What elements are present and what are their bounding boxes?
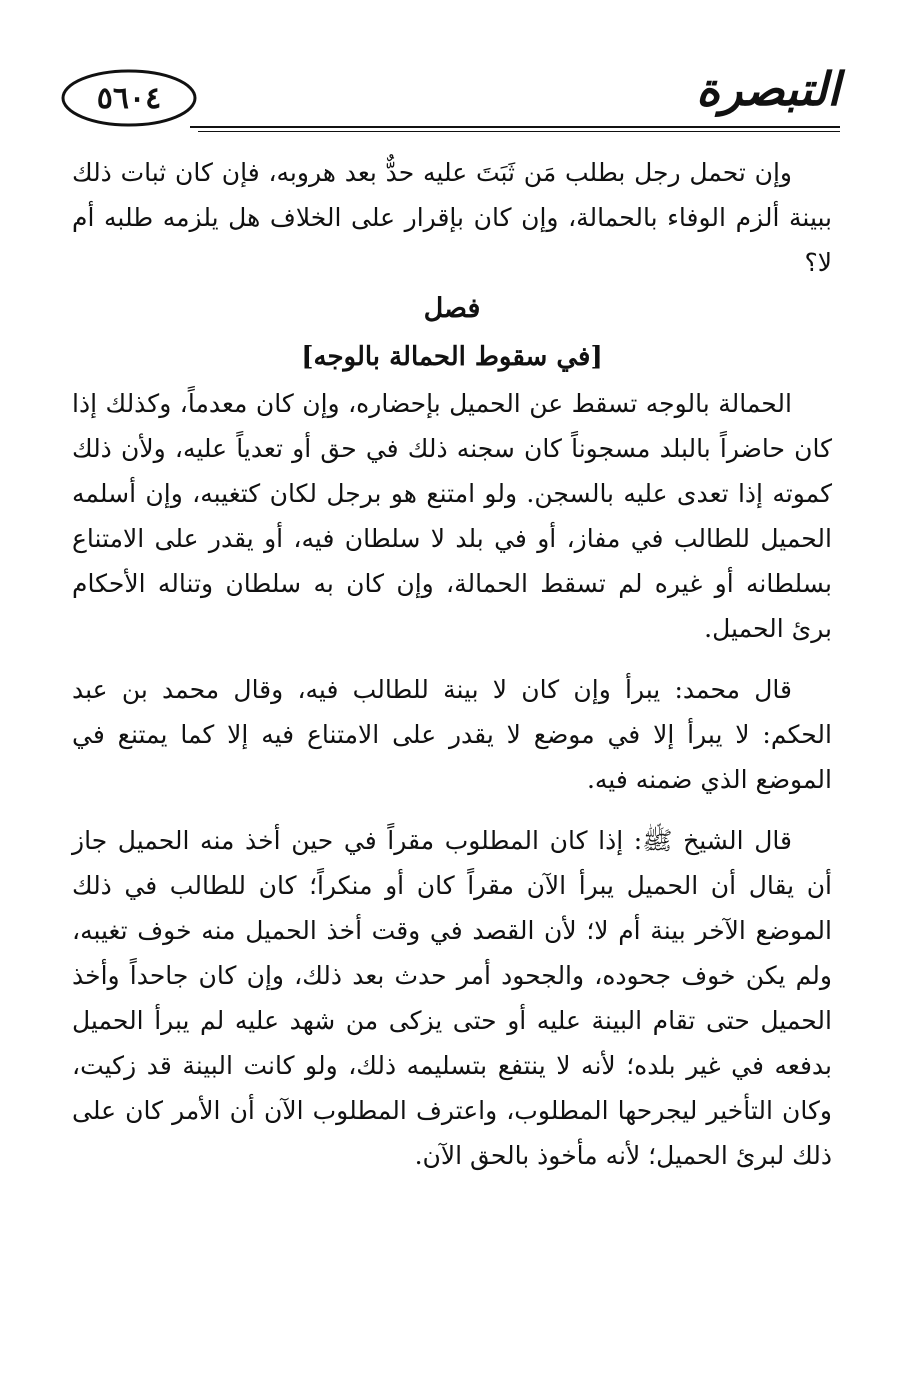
header-rule-thin — [198, 131, 840, 132]
header-rule — [190, 126, 840, 128]
page-number: ٥٦٠٤ — [96, 80, 162, 116]
section-subtitle: [في سقوط الحمالة بالوجه] — [301, 342, 603, 372]
book-title: التبصرة — [696, 62, 840, 116]
section-title: فصل — [423, 293, 481, 324]
page-header — [60, 40, 840, 138]
page-number-oval — [60, 68, 198, 128]
paragraph-1: وإن تحمل رجل بطلب مَن ثَبَتَ عليه حدٌّ بعد هروبه، فإن كان ثبات ذلك ببينة ألزم الوفاء بالحمالة، وإن كان بإقرار على الخلاف هل يلزمه طلبه أم لا؟ — [72, 158, 832, 277]
paragraph-4: قال الشيخ ﷺ: إذا كان المطلوب مقراً في حين أخذ منه الحميل جاز أن يقال أن الحميل يبرأ الآن مقراً كان أو منكراً؛ كان للطالب في ذلك الموضع الآخر بينة أم لا؛ لأن القصد في وقت أخذ الحميل منه خوف تغيبه، ولم يكن خوف جحوده، والجحود أمر حدث بعد ذلك، وإن كان جاحداً وأخذ الحميل حتى تقام البينة عليه أو حتى يزكى من شهد عليه لم يبرأ الحميل بدفعه في غير بلده؛ لأنه لا ينتفع بتسليمه ذلك، ولو كانت البينة قد زكيت، وكان التأخير ليجرحها المطلوب، واعترف المطلوب الآن أن الأمر كان على ذلك لبرئ الحميل؛ لأنه مأخوذ بالحق الآن. — [72, 826, 832, 1170]
paragraph-3: قال محمد: يبرأ وإن كان لا بينة للطالب فيه، وقال محمد بن عبد الحكم: لا يبرأ إلا في موضع لا يقدر على الامتناع فيه إلا كما يمتنع في الموضع الذي ضمنه فيه. — [72, 675, 832, 794]
paragraph-2: الحمالة بالوجه تسقط عن الحميل بإحضاره، وإن كان معدماً، وكذلك إذا كان حاضراً بالبلد مسجوناً كان سجنه ذلك في حق أو تعدياً عليه، ولأن ذلك كموته إذا تعدى عليه بالسجن. ولو امتنع هو برجل لكان كتغيبه، وإن أسلمه الحميل للطالب في مفاز، أو في بلد لا سلطان فيه، أو يقدر على الامتناع بسلطانه أو غيره لم تسقط الحمالة، وإن كان به سلطان وتناله الأحكام برئ الحميل. — [72, 389, 832, 643]
page-body — [72, 150, 832, 1178]
